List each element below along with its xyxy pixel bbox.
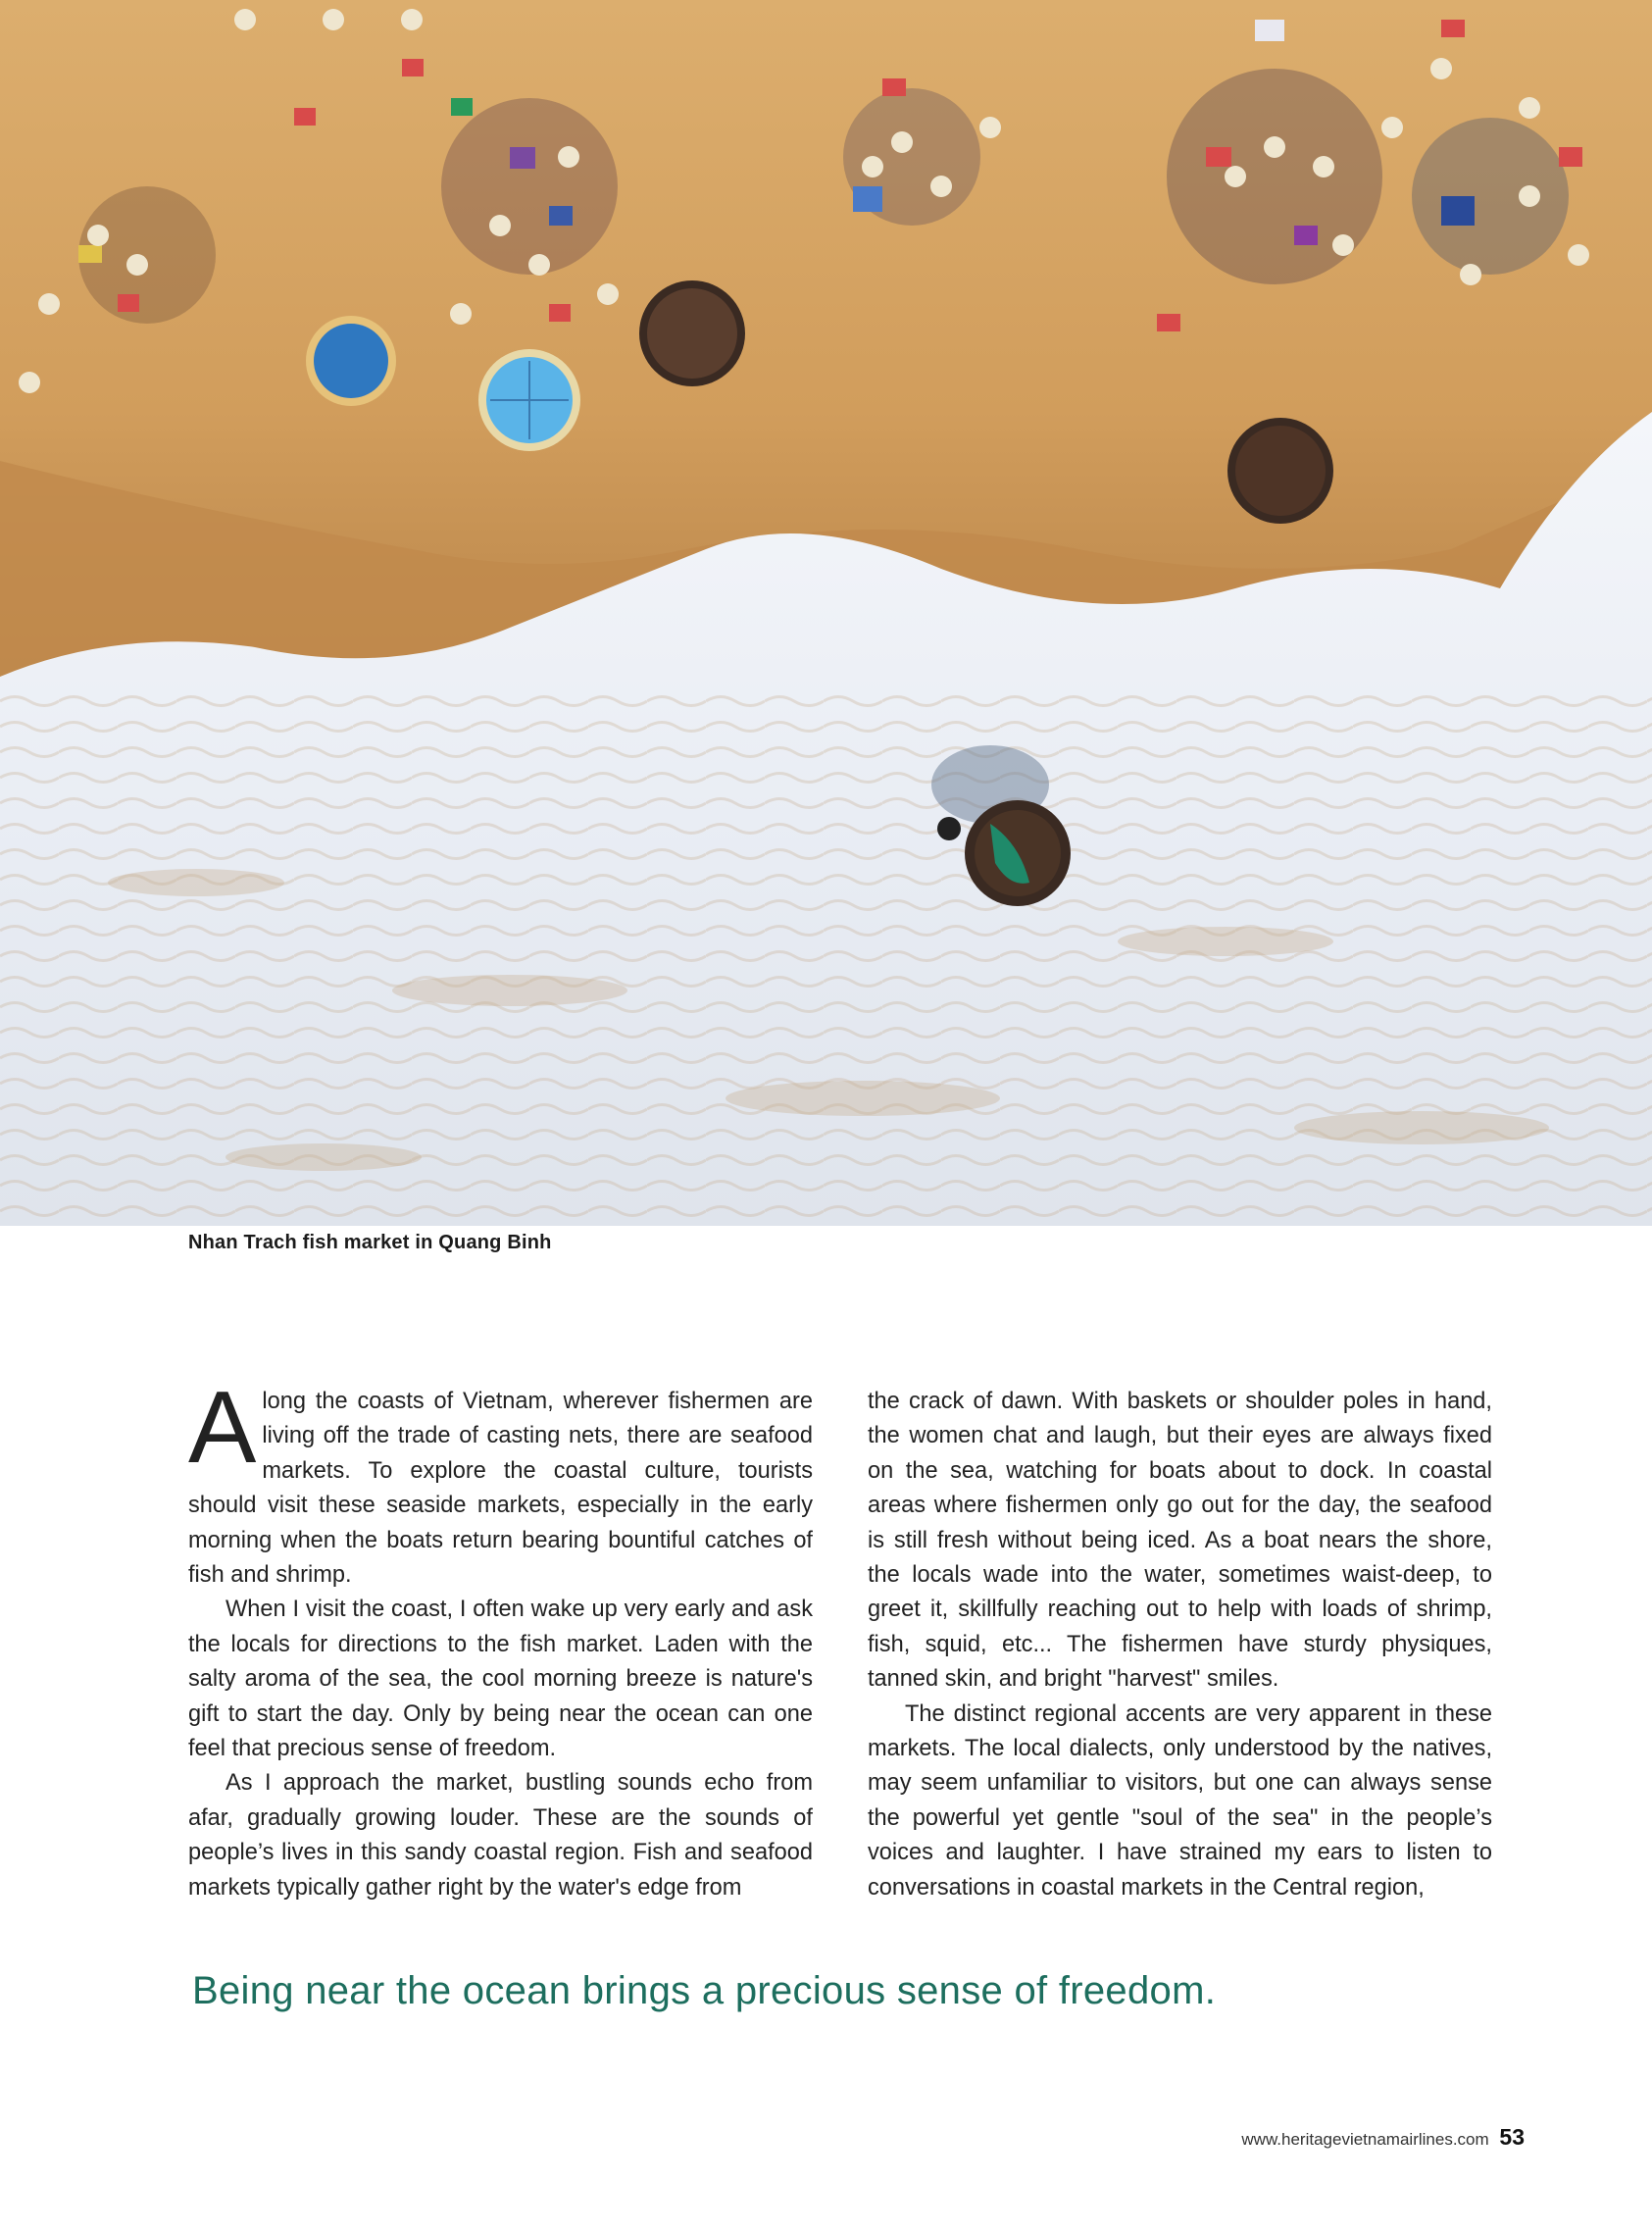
page-footer	[1241, 2124, 1525, 2151]
paragraph: The distinct regional accents are very apparent in these markets. The local dialects, only understood by the natives, may seem unfamiliar to visitors, but one can always sense the powerful yet gentle "soul of the sea" in the people’s voices and laughter. I have strained my ears to listen to conversations in coastal markets in the Central region,	[868, 1700, 1492, 1901]
drop-cap: A	[188, 1371, 257, 1485]
page-number: 53	[1499, 2124, 1525, 2150]
paragraph-text: long the coasts of Vietnam, wherever fishermen are living off the trade of casting nets, there are seafood markets. To explore the coastal culture, tourists should visit these seaside markets, especially in the early morning when the boats return bearing bountiful catches of fish and shrimp.	[188, 1389, 813, 1589]
photo-caption: Nhan Trach fish market in Quang Binh	[188, 1232, 552, 1253]
paragraph	[188, 1371, 813, 1593]
website-link[interactable]: www.heritagevietnamairlines.com	[1241, 2130, 1489, 2149]
paragraph: When I visit the coast, I often wake up very early and ask the locals for directions to the fish market. Laden with the salty aroma of the sea, the cool morning breeze is nature's gift to start the day. Only by being near the ocean can one feel that precious sense of freedom.	[188, 1597, 813, 1762]
article-column-right	[868, 1385, 1492, 1905]
paragraph: As I approach the market, bustling sounds echo from afar, gradually growing louder. These are the sounds of people’s lives in this sandy coastal region. Fish and seafood markets typically gather right by the water's edge from	[188, 1770, 813, 1901]
article-column-left	[188, 1371, 813, 1905]
pull-quote: Being near the ocean brings a precious sense of freedom.	[192, 1969, 1217, 2012]
paragraph: the crack of dawn. With baskets or shoulder poles in hand, the women chat and laugh, but their eyes are always fixed on the sea, watching for boats about to dock. In coastal areas where fishermen only go out for the day, the seafood is still fresh without being iced. As a boat nears the shore, the locals wade into the water, sometimes waist-deep, to greet it, skillfully reaching out to help with loads of shrimp, fish, squid, etc... The fishermen have sturdy physiques, tanned skin, and bright "harvest" smiles.	[868, 1389, 1492, 1693]
